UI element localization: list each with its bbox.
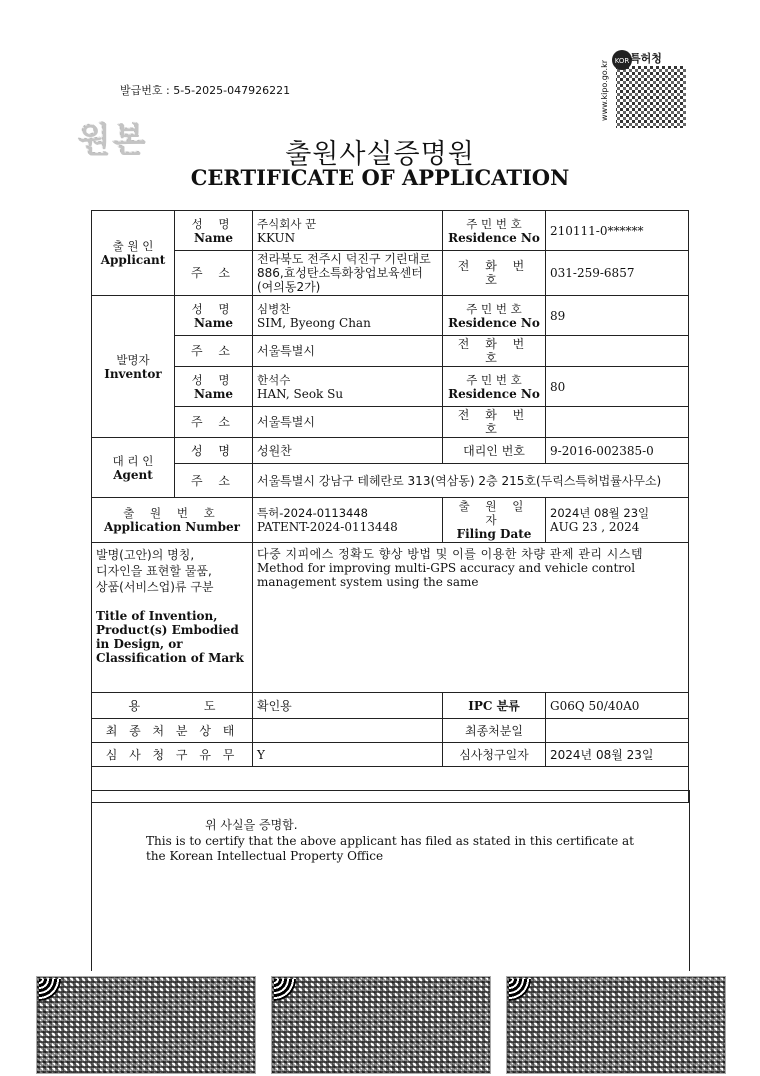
certificate-table [91, 210, 689, 803]
exam-date: 2024년 08월 23일 [546, 743, 689, 767]
final-status-row [92, 719, 689, 743]
inventor-2-address-label: 주 소 [175, 407, 253, 438]
invention-title-row [92, 543, 689, 693]
exam-request-row [92, 743, 689, 767]
app-number: 특허-2024-0113448 PATENT-2024-0113448 [253, 498, 443, 543]
original-stamp-text: 원본 [77, 112, 147, 154]
agent-name-row [92, 438, 689, 464]
purpose: 확인용 [253, 693, 443, 719]
certification-box [91, 790, 690, 971]
kipo-name: 특허청 [630, 52, 662, 65]
title-english: CERTIFICATE OF APPLICATION [190, 165, 570, 190]
inventor-2-residence-label: 주 민 번 호 Residence No [443, 367, 546, 407]
inventor-1-address-row [92, 336, 689, 367]
inventor-1-residence-no: 89 [546, 296, 689, 336]
inventor-1-phone [546, 336, 689, 367]
exam-date-label: 심사청구일자 [443, 743, 546, 767]
inventor-1-phone-label: 전 화 번 호 [443, 336, 546, 367]
agent-no-label: 대리인 번호 [443, 438, 546, 464]
kipo-url: www.kipo.go.kr [600, 60, 609, 121]
applicant-address: 전라북도 전주시 덕진구 기린대로 886,효성탄소특화창업보육센터 (여의동2가) [253, 251, 443, 296]
security-barcode-2 [271, 976, 491, 1074]
inventor-2-address: 서울특별시 [253, 407, 443, 438]
final-date-label: 최종처분일 [443, 719, 546, 743]
ipc-label: IPC 분류 [443, 693, 546, 719]
invention-title: 다중 지피에스 정확도 향상 방법 및 이를 이용한 차량 관제 관리 시스템 Method for improving multi-GPS accuracy and vehicle control management system using the same [253, 543, 689, 693]
applicant-residence-label: 주 민 번 호 Residence No [443, 211, 546, 251]
inventor-2-name-row [92, 367, 689, 407]
applicant-label: 출 원 인 Applicant [92, 211, 175, 296]
certify-statement-english: This is to certify that the above applicant has filed as stated in this certificate at the Korean Intellectual Property Office [146, 834, 634, 863]
inventor-2-address-row [92, 407, 689, 438]
inventor-2-phone [546, 407, 689, 438]
agent-address-row [92, 464, 689, 498]
inventor-1-residence-label: 주 민 번 호 Residence No [443, 296, 546, 336]
applicant-address-row [92, 251, 689, 296]
barcode-corner-icon [509, 979, 531, 1001]
barcode-corner-icon [39, 979, 61, 1001]
inventor-1-name: 심병찬 SIM, Byeong Chan [253, 296, 443, 336]
exam-request-label: 심 사 청 구 유 무 [92, 743, 253, 767]
inventor-2-name: 한석수 HAN, Seok Su [253, 367, 443, 407]
invention-title-label: 발명(고안)의 명칭, 디자인을 표현할 물품, 상품(서비스업)류 구분 Title of Invention, Product(s) Embodied in Design, or Classification of Mark [92, 543, 253, 693]
inventor-2-residence-no: 80 [546, 367, 689, 407]
certify-statement-korean: 위 사실을 증명함. [205, 818, 298, 832]
title-korean: 출원사실증명원 [285, 139, 475, 170]
applicant-phone: 031-259-6857 [546, 251, 689, 296]
purpose-row [92, 693, 689, 719]
final-status [253, 719, 443, 743]
inventor-1-name-row [92, 296, 689, 336]
applicant-name-label: 성 명 Name [175, 211, 253, 251]
agent-name-label: 성 명 [175, 438, 253, 464]
applicant-residence-no: 210111-0****** [546, 211, 689, 251]
issue-number: 발급번호 : 5-5-2025-047926221 [120, 84, 291, 97]
final-date [546, 719, 689, 743]
agent-address: 서울특별시 강남구 테헤란로 313(역삼동) 2층 215호(두릭스특허법률사무소) [253, 464, 689, 498]
inventor-2-phone-label: 전 화 번 호 [443, 407, 546, 438]
agent-no: 9-2016-002385-0 [546, 438, 689, 464]
application-row [92, 498, 689, 543]
filing-date: 2024년 08월 23일 AUG 23 , 2024 [546, 498, 689, 543]
applicant-name: 주식회사 꾼 KKUN [253, 211, 443, 251]
applicant-name-row [92, 211, 689, 251]
security-barcode-3 [506, 976, 726, 1074]
applicant-address-label: 주 소 [175, 251, 253, 296]
agent-label: 대 리 인 Agent [92, 438, 175, 498]
inventor-1-name-label: 성 명 Name [175, 296, 253, 336]
agent-address-label: 주 소 [175, 464, 253, 498]
filing-date-label: 출 원 일 자 Filing Date [443, 498, 546, 543]
kor-badge-text: KOR [614, 57, 630, 65]
exam-request: Y [253, 743, 443, 767]
logo-qr-pattern [616, 66, 686, 128]
app-number-label: 출 원 번 호 Application Number [92, 498, 253, 543]
security-barcode-1 [36, 976, 256, 1074]
barcode-corner-icon [274, 979, 296, 1001]
agent-name: 성원찬 [253, 438, 443, 464]
inventor-1-address-label: 주 소 [175, 336, 253, 367]
inventor-1-address: 서울특별시 [253, 336, 443, 367]
inventor-label: 발명자 Inventor [92, 296, 175, 438]
inventor-2-name-label: 성 명 Name [175, 367, 253, 407]
purpose-label: 용 도 [92, 693, 253, 719]
ipc: G06Q 50/40A0 [546, 693, 689, 719]
final-status-label: 최 종 처 분 상 태 [92, 719, 253, 743]
applicant-phone-label: 전 화 번 호 [443, 251, 546, 296]
